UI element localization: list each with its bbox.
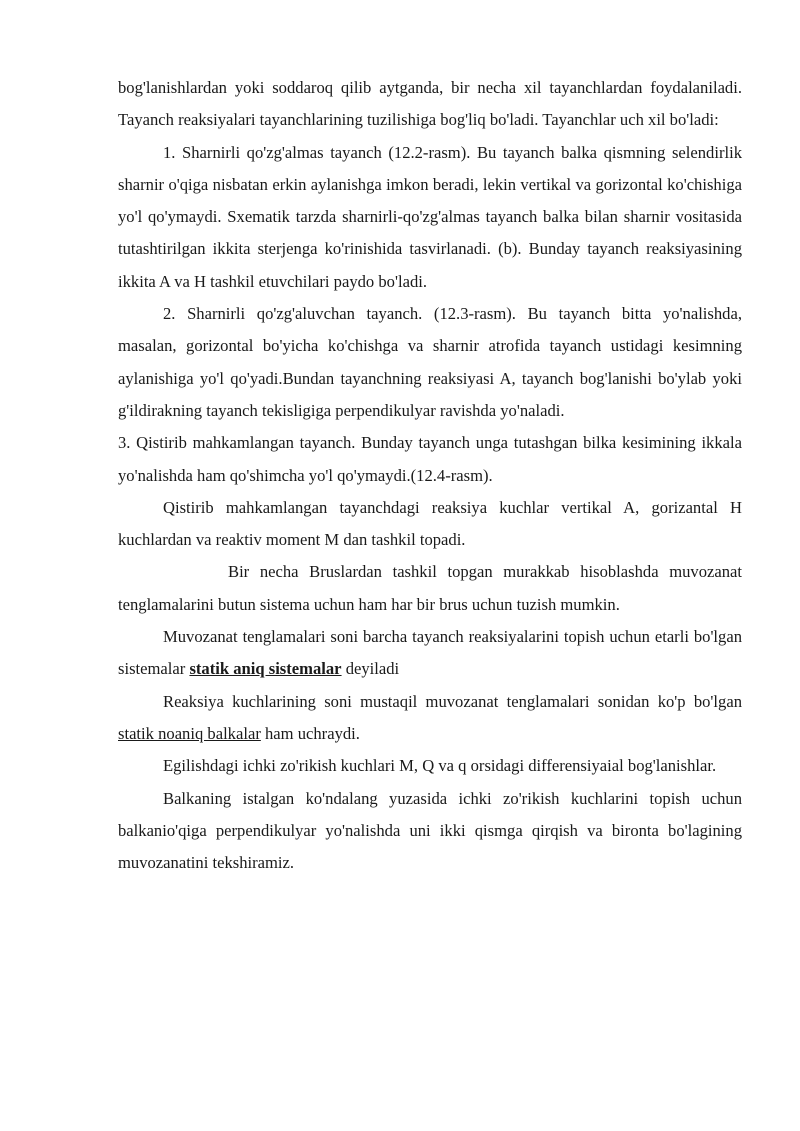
paragraph-support-type-2: 2. Sharnirli qo'zg'aluvchan tayanch. (12.3-rasm). Bu tayanch bitta yo'nalishda, masalan, gorizontal bo'yicha ko'chishga va sharnir atrofida tayanch ustidagi kesimning aylanishiga yo'l qo'yadi.Bundan tayanchning reaksiyasi A, tayanch bog'lanishi bo'ylab yoki g'ildirakning tayanch tekisligiga perpendikulyar ravishda yo'naladi. (118, 304, 742, 420)
paragraph-text-after: deyiladi (341, 659, 400, 679)
statically-determinate-link[interactable]: statik aniq sistemalar (189, 659, 342, 679)
paragraph-statically-determinate (118, 621, 742, 686)
paragraph-complex-system: Bir necha Bruslardan tashkil topgan murakkab hisoblashda muvozanat tenglamalarini butun sistema uchun ham har bir brus uchun tuzish mumkin. (118, 562, 742, 614)
paragraph-support-type-1: 1. Sharnirli qo'zg'almas tayanch (12.2-rasm). Bu tayanch balka qismning selendirlik sharnir o'qiga nisbatan erkin aylanishga imkon beradi, lekin vertikal va gorizontal ko'chishiga yo'l qo'ymaydi. Sxematik tarzda sharnirli-qo'zg'almas tayanch balka bilan sharnir vositasida tutashtirilgan ikkita sterjenga ko'rinishida tasvirlanadi. (b). Bunday tayanch reaksiyasining ikkita A va H tashkil etuvchilari paydo bo'ladi. (118, 142, 742, 291)
paragraph-section-method: Balkaning istalgan ko'ndalang yuzasida ichki zo'rikish kuchlarini topish uchun balkanio'qiga perpendikulyar yo'nalishda uni ikki qismga qirqish va bironta bo'lagining muvozanatini tekshiramiz. (118, 788, 742, 873)
paragraph-differential-relations: Egilishdagi ichki zo'rikish kuchlari M, Q va q orsidagi differensiyaial bog'lanishlar. (163, 756, 717, 776)
paragraph-statically-indeterminate (118, 686, 742, 751)
paragraph-text-after: ham uchraydi. (260, 723, 360, 743)
document-page (118, 72, 742, 879)
paragraph-intro: bog'lanishlardan yoki soddaroq qilib aytganda, bir necha xil tayanchlardan foydalaniladi. Tayanch reaksiyalari tayanchlarining tuzilishiga bog'liq bo'ladi. Tayanchlar uch xil bo'ladi: (118, 78, 742, 130)
paragraph-support-type-3: 3. Qistirib mahkamlangan tayanch. Bunday tayanch unga tutashgan bilka kesimining ikkala yo'nalishda ham qo'shimcha yo'l qo'ymaydi.(12.4-rasm). (118, 433, 742, 485)
paragraph-text-before: Reaksiya kuchlarining soni mustaqil muvozanat tenglamalari sonidan ko'p bo'lgan (163, 691, 742, 711)
paragraph-text-before: Muvozanat tenglamalari soni barcha tayanch reaksiyalarini topish uchun etarli bo'lgan sistemalar (118, 627, 742, 679)
statically-indeterminate-link[interactable]: statik noaniq balkalar (118, 723, 261, 743)
paragraph-fixed-support-reactions: Qistirib mahkamlangan tayanchdagi reaksiya kuchlar vertikal A, gorizantal H kuchlardan va reaktiv moment M dan tashkil topadi. (118, 497, 742, 550)
